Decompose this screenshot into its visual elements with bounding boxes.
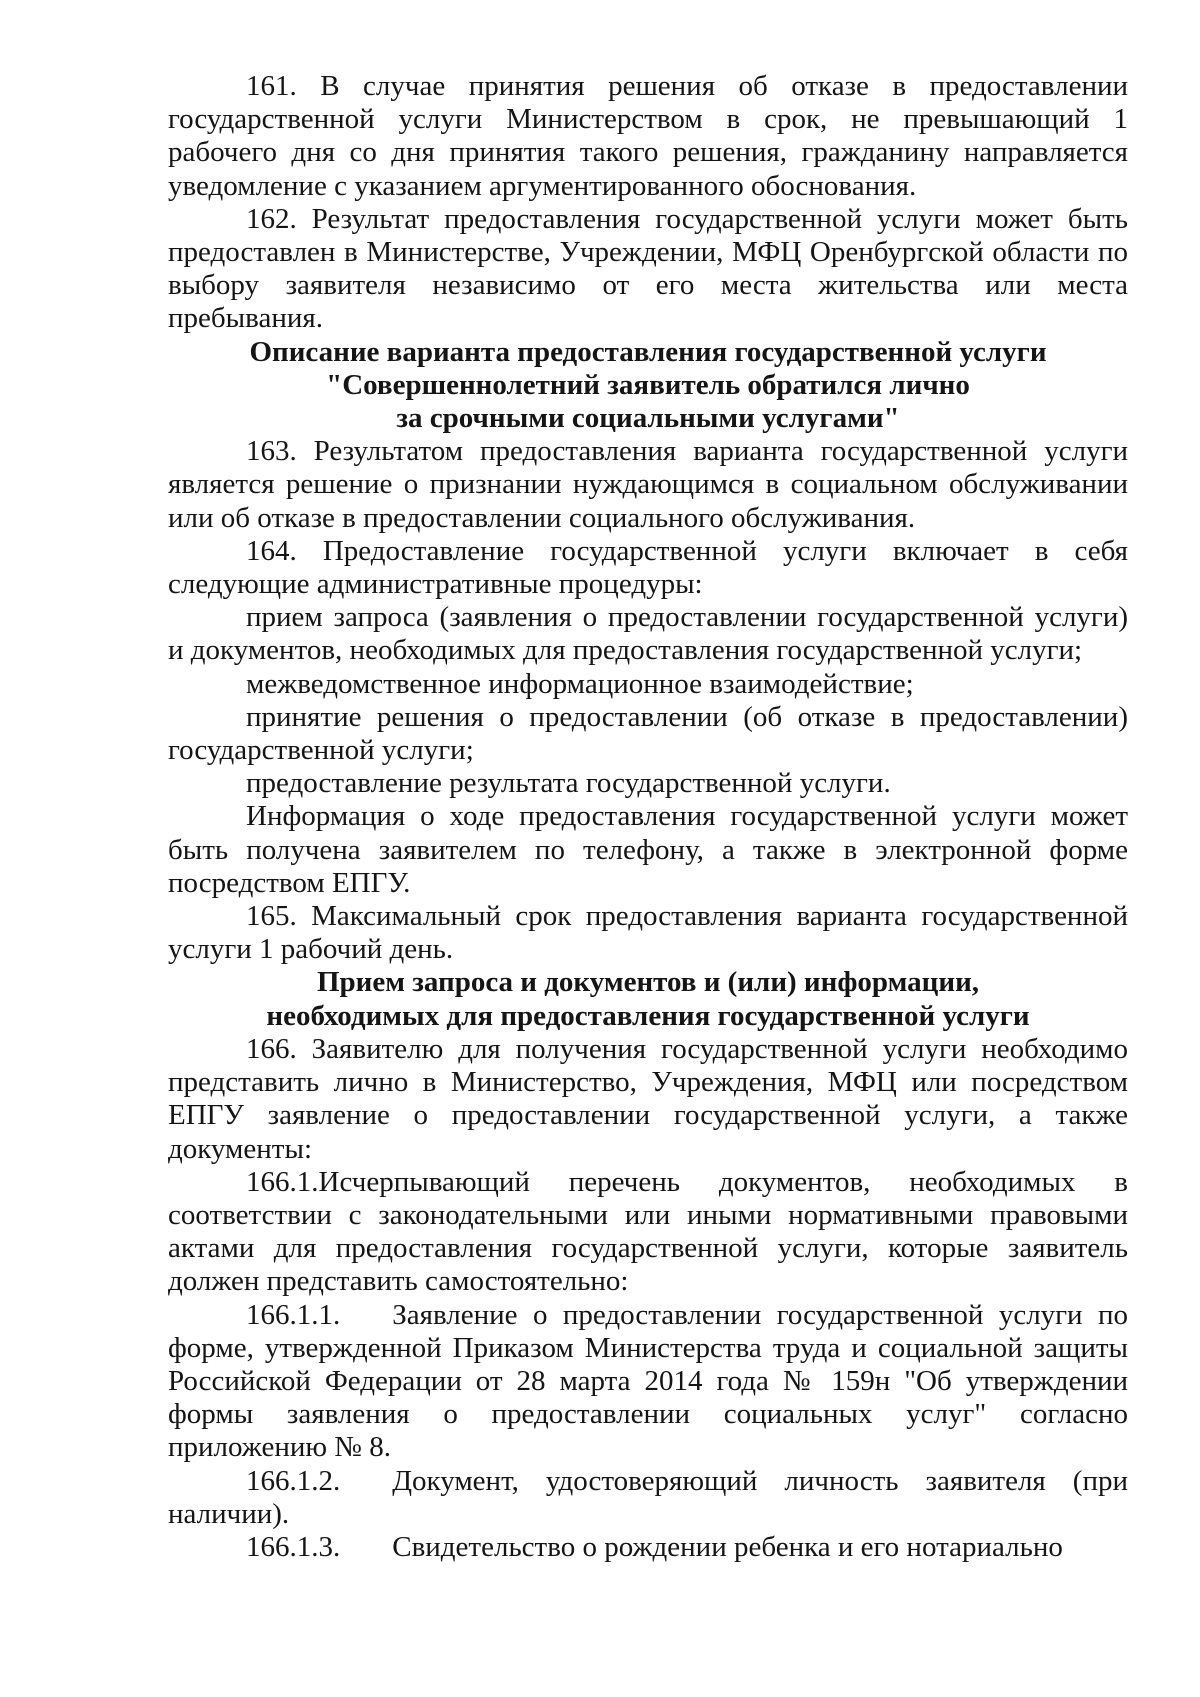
paragraph-166-1: 166.1.Исчерпывающий перечень документов, необходимых в соответствии с законодательными или иными нормативными правовыми актами для предоставления государственной услуги, которые заявитель должен представить самостоятельно:: [168, 1165, 1128, 1298]
paragraph-164: 164. Предоставление государственной услуги включает в себя следующие административные процедуры:: [168, 534, 1128, 601]
heading-line: "Совершеннолетний заявитель обратился лично: [326, 368, 970, 401]
procedure-item: предоставление результата государственной услуги.: [246, 767, 891, 800]
heading-line: Прием запроса и документов и (или) информации,: [316, 966, 980, 999]
paragraph-165: 165. Максимальный срок предоставления варианта государственной услуги 1 рабочий день.: [168, 900, 1128, 966]
item-text: Документ, удостоверяющий личность заявителя (при наличии).: [168, 1464, 1128, 1530]
section-heading-variant: [168, 336, 1128, 436]
item-text: Свидетельство о рождении ребенка и его нотариально: [392, 1530, 1063, 1563]
paragraph-161: 161. В случае принятия решения об отказе в предоставлении государственной услуги Министерством в срок, не превышающий 1 рабочего дня со дня принятия такого решения, гражданину направляется уведомление с указанием аргументированного обоснования.: [168, 70, 1128, 202]
paragraph-166-1-2: [168, 1465, 1128, 1531]
item-text: Заявление о предоставлении государственной услуги по форме, утвержденной Приказом Министерства труда и социальной защиты Российской Федерации от 28 марта 2014 года № 159н "Об утверждении формы заявления о предоставлении социальных услуг" согласно приложению № 8.: [168, 1298, 1128, 1464]
procedure-item: принятие решения о предоставлении (об отказе в предоставлении) государственной услуги;: [168, 700, 1128, 767]
paragraph-163: 163. Результатом предоставления варианта государственной услуги является решение о признании нуждающимся в социальном обслуживании или об отказе в предоставлении социального обслуживания.: [168, 435, 1128, 534]
paragraph-166: 166. Заявителю для получения государственной услуги необходимо представить лично в Министерство, Учреждения, МФЦ или посредством ЕПГУ заявление о предоставлении государственной услуги, а также документы:: [168, 1032, 1128, 1165]
paragraph-info: Информация о ходе предоставления государственной услуги может быть получена заявителем по телефону, а также в электронной форме посредством ЕПГУ.: [168, 800, 1128, 899]
paragraph-166-1-1: [168, 1299, 1128, 1465]
heading-line: необходимых для предоставления государственной услуги: [266, 999, 1030, 1032]
section-heading-request: [168, 966, 1128, 1032]
item-number: 166.1.3.: [246, 1530, 341, 1563]
heading-line: за срочными социальными услугами": [396, 402, 900, 435]
procedure-item: прием запроса (заявления о предоставлении государственной услуги) и документов, необходимых для предоставления государственной услуги;: [168, 601, 1128, 667]
procedure-item: межведомственное информационное взаимодействие;: [246, 667, 914, 700]
document-body: [168, 70, 1128, 1564]
item-number: 166.1.2.: [246, 1464, 341, 1497]
paragraph-162: 162. Результат предоставления государственной услуги может быть предоставлен в Министерстве, Учреждении, МФЦ Оренбургской области по выбору заявителя независимо от его места жительства или места пребывания.: [168, 202, 1128, 335]
paragraph-166-1-3: [168, 1531, 1128, 1564]
heading-line: Описание варианта предоставления государственной услуги: [249, 335, 1047, 368]
item-number: 166.1.1.: [246, 1298, 341, 1331]
